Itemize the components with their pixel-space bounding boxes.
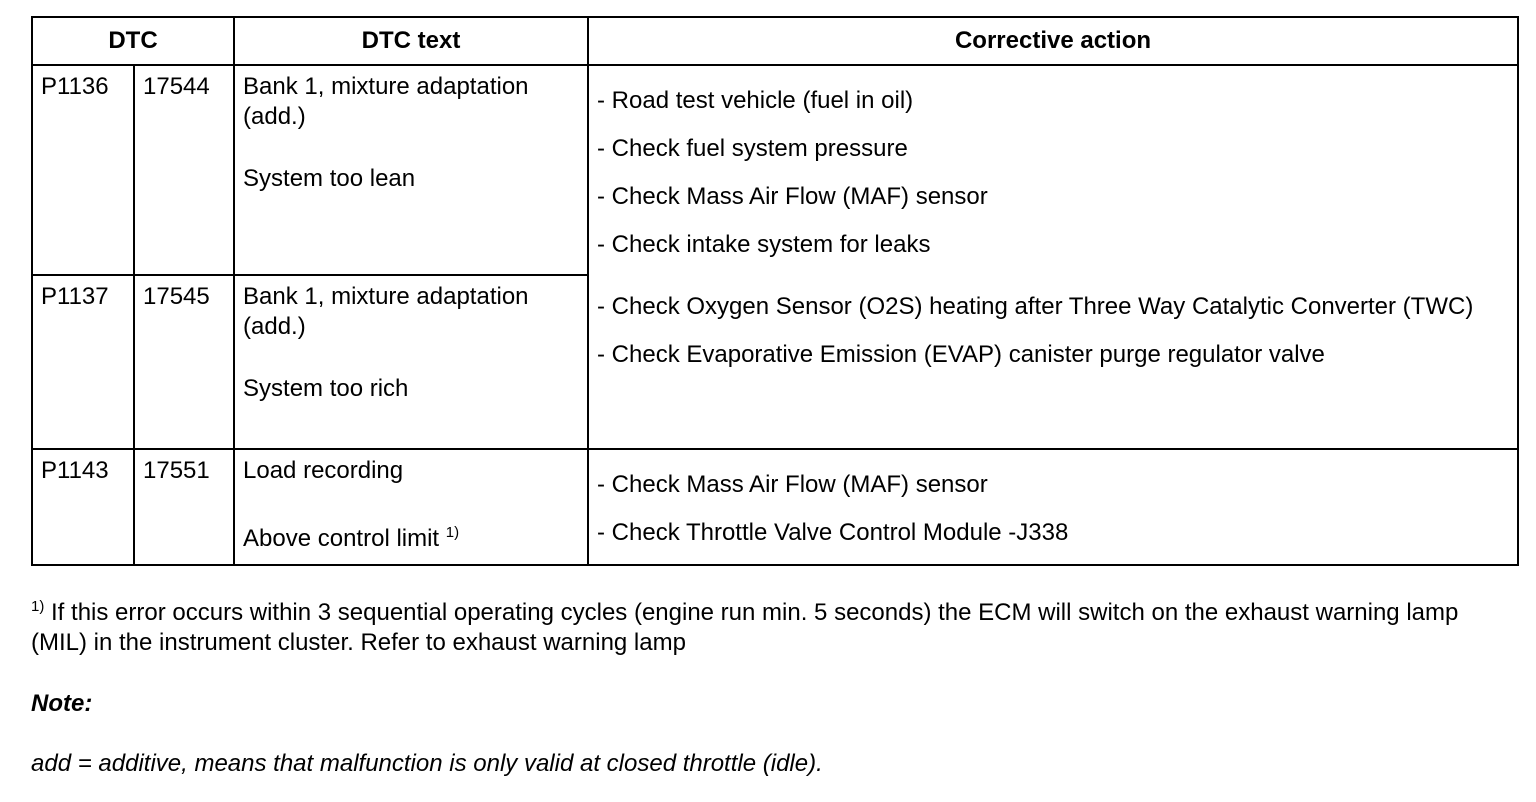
action-item: - Check Mass Air Flow (MAF) sensor: [597, 471, 988, 498]
dtc-code: P1143: [32, 449, 134, 565]
dtc-code: P1136: [32, 65, 134, 275]
dtc-table: [31, 16, 1519, 566]
action-item: - Check Oxygen Sensor (O2S) heating after Three Way Catalytic Converter (TWC): [597, 293, 1474, 320]
dtc-number: 17551: [134, 449, 234, 565]
action-item: - Check intake system for leaks: [597, 231, 931, 258]
header-dtc: DTC: [32, 17, 234, 65]
action-item: - Check fuel system pressure: [597, 135, 908, 162]
dtc-text: [234, 449, 588, 565]
note-heading: Note:: [31, 690, 93, 717]
footnote-ref: 1): [445, 524, 460, 541]
header-dtc-text: DTC text: [234, 17, 588, 65]
dtc-text-line: Bank 1, mixture adaptation (add.): [243, 73, 529, 130]
dtc-text: [234, 65, 588, 275]
action-item: - Check Throttle Valve Control Module -J338: [597, 519, 1069, 546]
note-text: add = additive, means that malfunction is only valid at closed throttle (idle).: [31, 750, 823, 777]
corrective-action-cell: [588, 449, 1518, 565]
action-item: - Road test vehicle (fuel in oil): [597, 87, 914, 114]
dtc-text: [234, 275, 588, 449]
footnote: [31, 598, 1501, 658]
dtc-code: P1137: [32, 275, 134, 449]
dtc-text-line: Bank 1, mixture adaptation (add.): [243, 283, 529, 340]
dtc-text-line: Above control limit: [243, 525, 440, 552]
header-corrective-action: Corrective action: [588, 17, 1518, 65]
dtc-number: 17544: [134, 65, 234, 275]
table-header-row: [32, 17, 1518, 65]
action-item: - Check Evaporative Emission (EVAP) canister purge regulator valve: [597, 341, 1325, 368]
dtc-text-line: System too lean: [243, 165, 416, 192]
footnote-text: If this error occurs within 3 sequential operating cycles (engine run min. 5 seconds) the ECM will switch on the exhaust warning lamp (MIL) in the instrument cluster. Refer to exhaust warning lamp: [31, 599, 1459, 656]
table-row: [32, 449, 1518, 565]
table-row: [32, 65, 1518, 275]
action-item: - Check Mass Air Flow (MAF) sensor: [597, 183, 988, 210]
dtc-text-line: System too rich: [243, 375, 409, 402]
dtc-number: 17545: [134, 275, 234, 449]
corrective-action-cell: [588, 65, 1518, 449]
footnote-marker: 1): [31, 598, 45, 615]
dtc-text-line: Load recording: [243, 457, 404, 484]
